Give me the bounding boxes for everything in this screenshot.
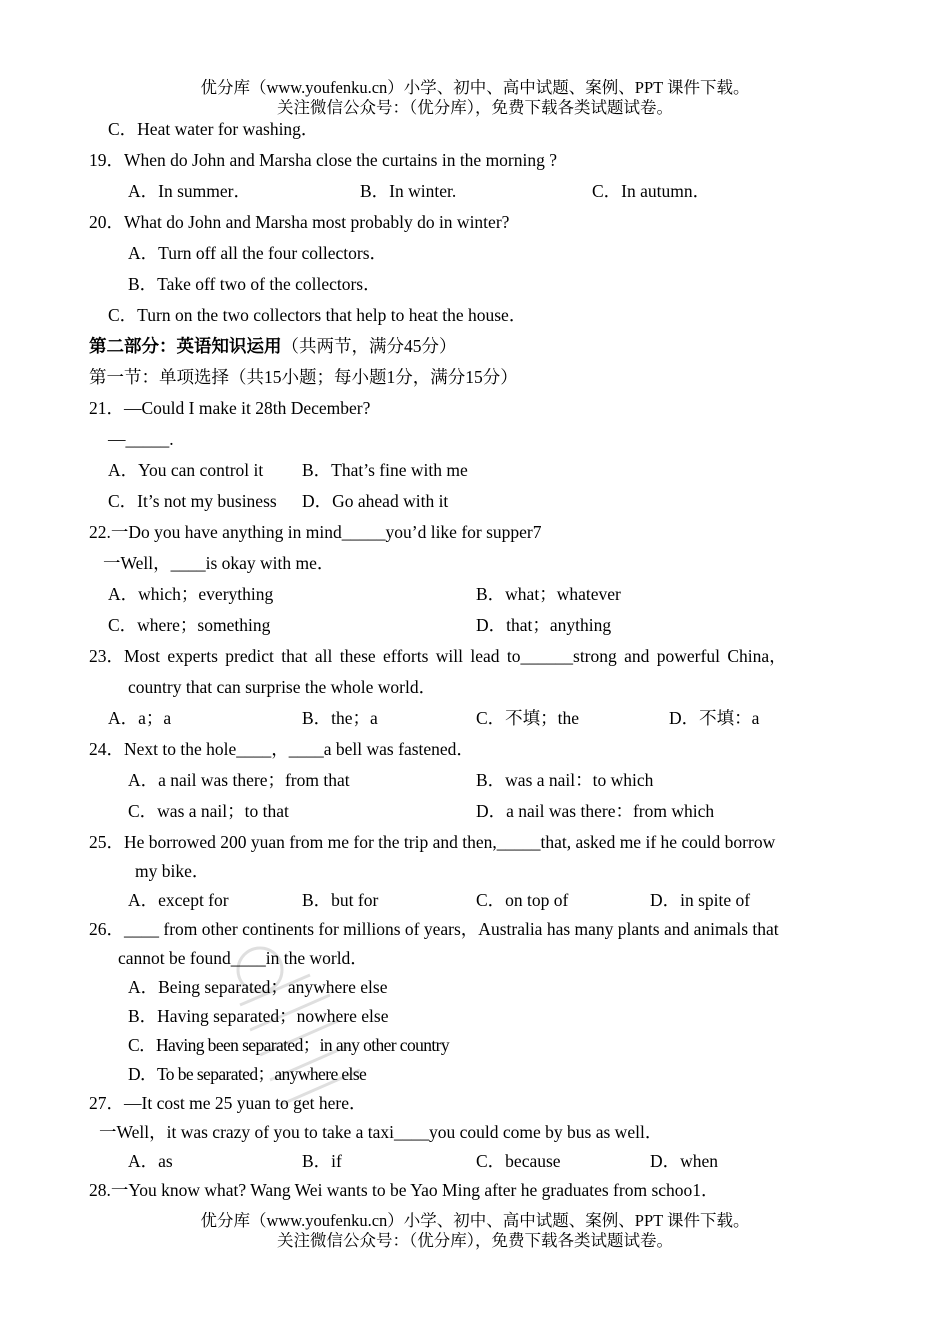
- q27-option-d: D．when: [650, 1151, 719, 1171]
- q21-option-a: A．You can control it: [108, 460, 264, 480]
- section2-title-rest: （共两节，满分45分）: [281, 336, 457, 356]
- q26-option-c: C．Having been separated；in any other country: [128, 1035, 450, 1055]
- q24-option-a: A．a nail was there；from that: [128, 770, 350, 790]
- watermark-graphic: [190, 935, 390, 1135]
- q27-reply: 一Well，it was crazy of you to take a taxi____you could come by bus as well．: [99, 1122, 663, 1142]
- q20-stem: 20．What do John and Marsha most probably do in winter?: [89, 212, 510, 232]
- q23-stem-cont: country that can surprise the whole world．: [128, 677, 437, 697]
- q22-option-d: D．that；anything: [476, 615, 612, 635]
- q20-option-a: A．Turn off all the four collectors．: [128, 243, 388, 263]
- q24-option-c: C．was a nail；to that: [128, 801, 289, 821]
- q23-stem: 23．Most experts predict that all these efforts will lead to______strong and powerful China，: [89, 646, 787, 666]
- q26-option-d: D．To be separated；anywhere else: [128, 1064, 367, 1084]
- q19-option-a: A．In summer．: [128, 181, 251, 201]
- q25-stem: 25．He borrowed 200 yuan from me for the trip and then,_____that, asked me if he could borrow: [89, 832, 776, 852]
- q23-option-a: A．a；a: [108, 708, 172, 728]
- q25-option-b: B．but for: [302, 890, 379, 910]
- q26-option-a: A．Being separated；anywhere else: [128, 977, 388, 997]
- q19-option-b: B．In winter.: [360, 181, 457, 201]
- q24-option-b: B．was a nail：to which: [476, 770, 654, 790]
- section2-title: [89, 335, 457, 357]
- q26-stem-cont: cannot be found____in the world．: [118, 948, 368, 968]
- q20-option-b: B．Take off two of the collectors．: [128, 274, 381, 294]
- q22-option-c: C．where；something: [108, 615, 271, 635]
- q21-option-d: D．Go ahead with it: [302, 491, 449, 511]
- q26-option-b: B．Having separated；nowhere else: [128, 1006, 389, 1026]
- q26-stem: 26．____ from other continents for millions of years，Australia has many plants and animals that: [89, 919, 779, 939]
- watermark-stripes: [240, 975, 360, 1105]
- q25-option-a: A．except for: [128, 890, 229, 910]
- q22-option-a: A．which；everything: [108, 584, 274, 604]
- q28-stem: 28.一You know what? Wang Wei wants to be Yao Ming after he graduates from schoo1．: [89, 1180, 719, 1200]
- q22-option-b: B．what；whatever: [476, 584, 621, 604]
- section2-part1: 第一节：单项选择（共15小题；每小题1分，满分15分）: [89, 367, 518, 387]
- q21-reply: —_____.: [108, 429, 174, 449]
- page-header-line2: 关注微信公众号：（优分库），免费下载各类试题试卷。: [277, 98, 673, 117]
- section2-title-bold: 第二部分：英语知识运用: [89, 336, 282, 356]
- q23-option-b: B．the；a: [302, 708, 378, 728]
- q24-stem: 24．Next to the hole____，____a bell was fastened．: [89, 739, 474, 759]
- q21-stem: 21．—Could I make it 28th December?: [89, 398, 371, 418]
- q19-stem: 19．When do John and Marsha close the curtains in the morning ?: [89, 150, 558, 170]
- q27-option-c: C．because: [476, 1151, 561, 1171]
- q23-option-d: D．不填：a: [669, 708, 760, 728]
- q18-option-c: C．Heat water for washing．: [108, 119, 319, 139]
- q21-option-b: B．That’s fine with me: [302, 460, 468, 480]
- page-header-line1: 优分库（www.youfenku.cn）小学、初中、高中试题、案例、PPT 课件下载。: [200, 78, 750, 97]
- q27-option-b: B．if: [302, 1151, 342, 1171]
- q25-option-c: C．on top of: [476, 890, 569, 910]
- q20-option-c: C．Turn on the two collectors that help to heat the house．: [108, 305, 527, 325]
- q22-reply: 一Well，____is okay with me．: [103, 553, 335, 573]
- q25-stem-cont: my bike．: [135, 861, 210, 881]
- q22-stem: 22.一Do you have anything in mind_____you’d like for supper7: [89, 522, 542, 542]
- q25-option-d: D．in spite of: [650, 890, 751, 910]
- page-footer-line2: 关注微信公众号：（优分库），免费下载各类试题试卷。: [277, 1231, 673, 1250]
- q21-option-c: C．It’s not my business: [108, 491, 277, 511]
- q27-option-a: A．as: [128, 1151, 173, 1171]
- q27-stem: 27．—It cost me 25 yuan to get here．: [89, 1093, 367, 1113]
- q19-option-c: C．In autumn．: [592, 181, 711, 201]
- watermark-ring-icon: [238, 948, 282, 992]
- q23-option-c: C．不填；the: [476, 708, 580, 728]
- q24-option-d: D．a nail was there：from which: [476, 801, 715, 821]
- page-footer-line1: 优分库（www.youfenku.cn）小学、初中、高中试题、案例、PPT 课件下载。: [200, 1211, 750, 1230]
